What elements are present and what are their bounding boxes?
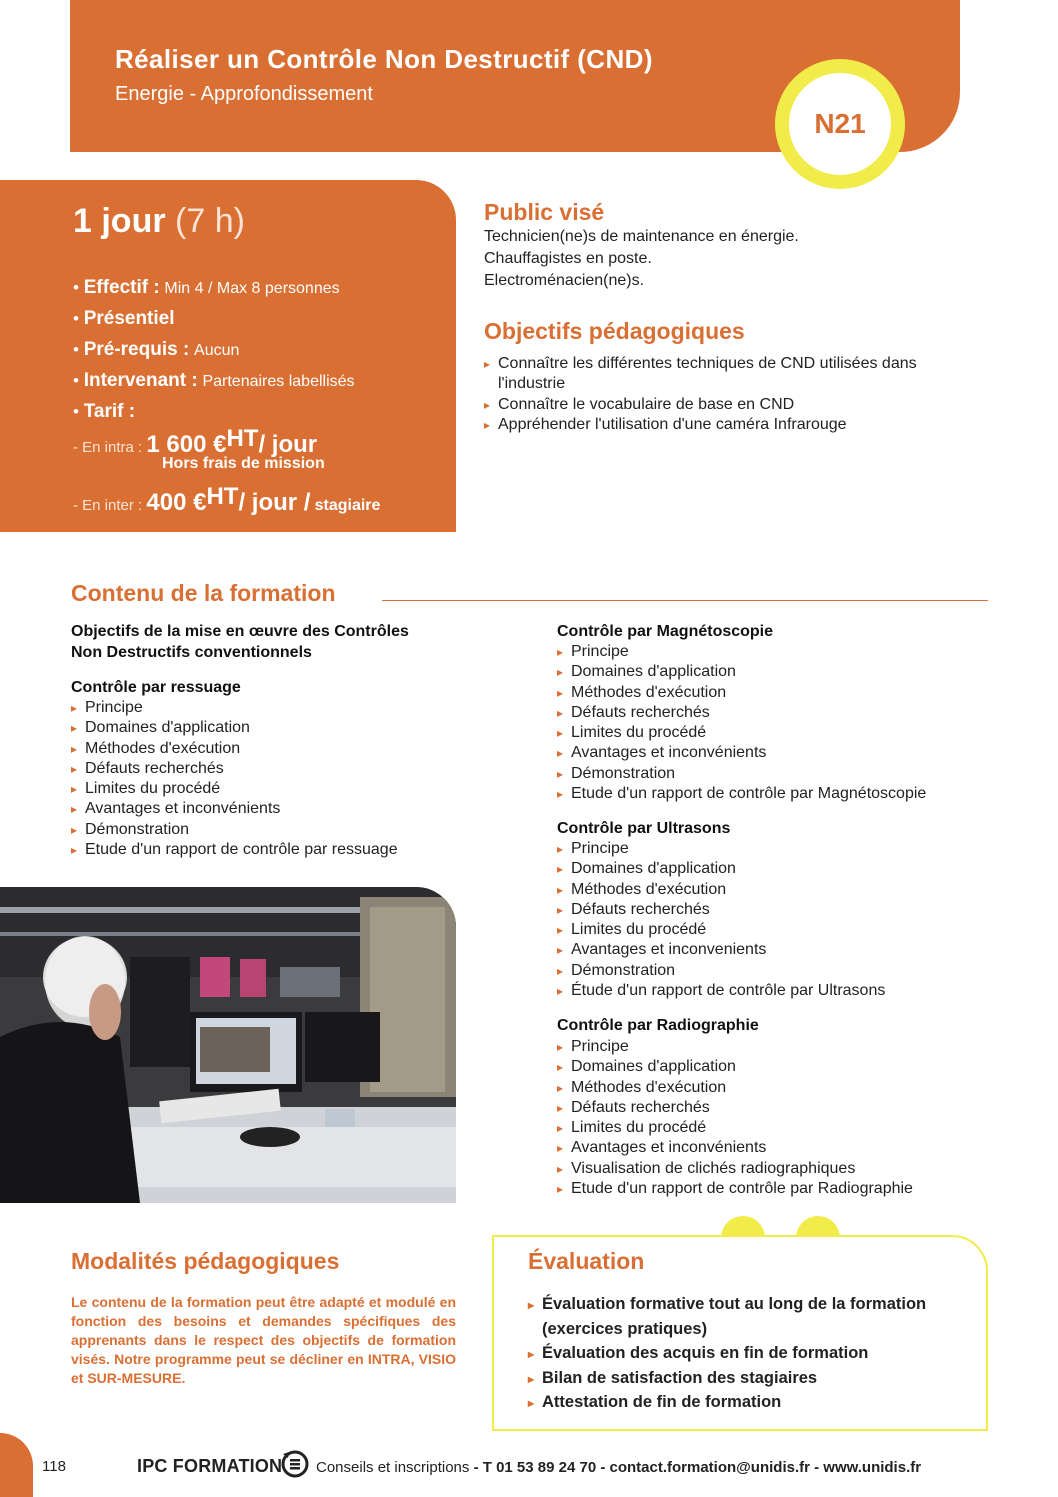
intervenant-value: Partenaires labellisés — [202, 373, 355, 390]
brand-logo-icon — [279, 1448, 311, 1480]
ressuage-list — [71, 698, 471, 860]
info-box — [0, 180, 456, 532]
intervenant-label: Intervenant : — [83, 370, 198, 391]
intra-suffix: / jour — [258, 431, 318, 458]
list-item: ▸ Méthodes d'exécution — [71, 739, 471, 759]
list-item: ▸ Domaines d'application — [557, 859, 997, 879]
list-item: ▸ Évaluation formative tout au long de la formation (exercices pratiques) — [528, 1292, 968, 1341]
list-item: ▸ Bilan de satisfaction des stagiaires — [528, 1366, 968, 1391]
list-item: ▸ Défauts recherchés — [71, 759, 471, 779]
list-item: ▸ Avantages et inconvénients — [557, 1138, 997, 1158]
list-item: ▸ Démonstration — [557, 961, 997, 981]
list-item: ▸ Domaines d'application — [71, 718, 471, 738]
evaluation-title: Évaluation — [528, 1248, 645, 1274]
tarif-label: Tarif : — [83, 401, 136, 422]
effectif-label: Effectif : — [83, 277, 160, 298]
list-item: ▸ Méthodes d'exécution — [557, 880, 997, 900]
modalites-title: Modalités pédagogiques — [71, 1248, 340, 1274]
ultrasons-list — [557, 839, 997, 1001]
list-item: ▸ Domaines d'application — [557, 662, 997, 682]
workshop-photo — [0, 887, 456, 1203]
list-item: ▸ Attestation de fin de formation — [528, 1390, 968, 1415]
inter-label: - En inter : — [73, 497, 143, 514]
list-item: ▸ Limites du procédé — [557, 920, 997, 940]
radio-list — [557, 1037, 997, 1199]
ultrasons-title: Contrôle par Ultrasons — [557, 820, 731, 837]
magneto-list — [557, 642, 997, 804]
intra-price: 1 600 € — [146, 431, 227, 458]
effectif-line: • Effectif : Min 4 / Max 8 personnes — [73, 277, 340, 298]
intra-price-line: - En intra : 1 600 €$^{HT}$/ jour — [73, 425, 318, 458]
contenu-intro: Objectifs de la mise en œuvre des Contrôles Non Destructifs conventionnels — [71, 623, 409, 661]
radio-title: Contrôle par Radiographie — [557, 1017, 759, 1034]
list-item: ▸ Avantages et inconvenients — [557, 940, 997, 960]
contenu-title: Contenu de la formation — [71, 580, 336, 606]
evaluation-list — [528, 1292, 968, 1415]
footer-contact — [316, 1459, 921, 1476]
list-item: ▸ Domaines d'application — [557, 1057, 997, 1077]
footer-contact-details[interactable]: - T 01 53 89 24 70 - contact.formation@unidis.fr - www.unidis.fr — [473, 1459, 922, 1476]
list-item: ▸ Défauts recherchés — [557, 1098, 997, 1118]
page-tab — [0, 1433, 33, 1497]
duration-days: 1 jour — [73, 202, 166, 240]
list-item: ▸ Méthodes d'exécution — [557, 683, 997, 703]
page-number: 118 — [42, 1458, 66, 1475]
public-line: Chauffagistes en poste. — [484, 250, 652, 267]
course-code-badge: N21 — [775, 59, 905, 189]
list-item: ▸ Etude d'un rapport de contrôle par Radiographie — [557, 1179, 997, 1199]
list-item: ▸ Limites du procédé — [71, 779, 471, 799]
list-item: ▸ Étude d'un rapport de contrôle par Ultrasons — [557, 981, 997, 1001]
list-item: ▸ Visualisation de clichés radiographiques — [557, 1159, 997, 1179]
duration — [73, 202, 245, 241]
list-item: ▸ Démonstration — [557, 764, 997, 784]
list-item: ▸ Avantages et inconvénients — [557, 743, 997, 763]
magneto-title: Contrôle par Magnétoscopie — [557, 623, 774, 640]
objectifs-title: Objectifs pédagogiques — [484, 318, 745, 344]
public-lines — [484, 226, 799, 292]
page-title: Réaliser un Contrôle Non Destructif (CND) — [115, 44, 653, 74]
list-item: ▸ Principe — [557, 1037, 997, 1057]
prerequis-line: • Pré-requis : Aucun — [73, 339, 240, 360]
intervenant-line: • Intervenant : Partenaires labellisés — [73, 370, 355, 391]
list-item: ▸ Connaître le vocabulaire de base en CND — [484, 395, 984, 415]
list-item: ▸ Méthodes d'exécution — [557, 1078, 997, 1098]
prerequis-value: Aucun — [194, 342, 240, 359]
list-item: ▸ Principe — [71, 698, 471, 718]
list-item: ▸ Évaluation des acquis en fin de formation — [528, 1341, 968, 1366]
public-title: Public visé — [484, 199, 605, 225]
list-item: ▸ Limites du procédé — [557, 1118, 997, 1138]
list-item: ▸ Etude d'un rapport de contrôle par Magnétoscopie — [557, 784, 997, 804]
effectif-value: Min 4 / Max 8 personnes — [164, 280, 340, 297]
inter-price-line: - En inter : 400 €$^{HT}$/ jour / stagiaire — [73, 483, 381, 516]
list-item: ▸ Appréhender l'utilisation d'une caméra Infrarouge — [484, 415, 984, 435]
section-divider — [382, 600, 988, 601]
duration-hours: (7 h) — [175, 202, 245, 240]
presentiel-label: Présentiel — [83, 308, 175, 329]
list-item: ▸ Principe — [557, 642, 997, 662]
list-item: ▸ Avantages et inconvénients — [71, 799, 471, 819]
public-line: Technicien(ne)s de maintenance en énergie. — [484, 228, 799, 245]
prerequis-label: Pré-requis : — [83, 339, 190, 360]
ressuage-title: Contrôle par ressuage — [71, 679, 241, 696]
modalites-text: Le contenu de la formation peut être adapté et modulé en fonction des besoins et demandes spécifiques des apprenants dans le respect des objectifs de formation visés. Notre programme peut se décliner en INTRA, VISIO et SUR-MESURE. — [71, 1294, 456, 1386]
public-line: Electroménacien(ne)s. — [484, 272, 645, 289]
list-item: ▸ Etude d'un rapport de contrôle par ressuage — [71, 840, 471, 860]
list-item: ▸ Limites du procédé — [557, 723, 997, 743]
inter-unit: stagiaire — [314, 497, 381, 514]
inter-suffix: / jour / — [238, 489, 311, 516]
objectifs-list — [484, 354, 984, 435]
intra-label: - En intra : — [73, 439, 143, 456]
list-item: ▸ Connaître les différentes techniques de CND utilisées dans l'industrie — [484, 354, 984, 395]
hors-frais: Hors frais de mission — [162, 455, 325, 472]
page-subtitle: Energie - Approfondissement — [115, 83, 373, 105]
list-item: ▸ Principe — [557, 839, 997, 859]
list-item: ▸ Défauts recherchés — [557, 900, 997, 920]
presentiel-line: • Présentiel — [73, 308, 175, 329]
list-item: ▸ Défauts recherchés — [557, 703, 997, 723]
list-item: ▸ Démonstration — [71, 820, 471, 840]
footer-brand: IPC FORMATION — [137, 1456, 283, 1476]
footer-conseils: Conseils et inscriptions — [316, 1459, 470, 1476]
inter-price: 400 € — [146, 489, 207, 516]
tarif-line: • Tarif : — [73, 401, 136, 422]
